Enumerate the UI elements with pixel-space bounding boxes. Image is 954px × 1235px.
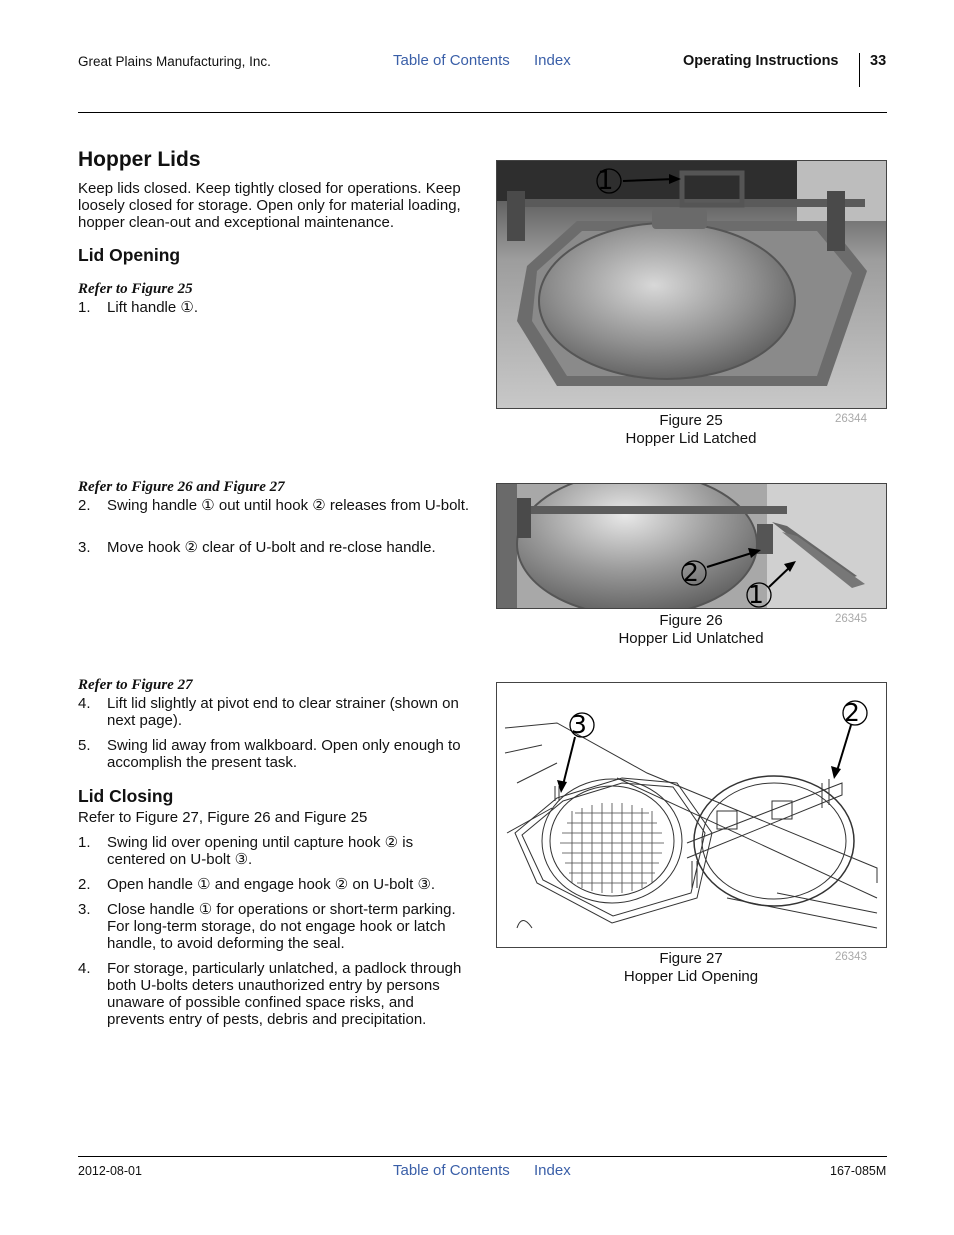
step-text: Lift handle ①. xyxy=(107,299,199,316)
step-number: 4. xyxy=(78,960,91,977)
closing-ref: Refer to Figure 27, Figure 26 and Figure 25 xyxy=(78,809,368,826)
step-number: 5. xyxy=(78,737,91,754)
lid-closing-heading: Lid Closing xyxy=(78,786,174,806)
ref-figure-25: Refer to Figure 25 xyxy=(78,281,193,297)
intro-text: Keep lids closed. Keep tightly closed for operations. Keep loosely closed for storage. Open only for material loading, hopper clean-out and exceptional maintenance. xyxy=(78,180,461,231)
ref-figure-26-27: Refer to Figure 26 and Figure 27 xyxy=(78,479,285,495)
step-number: 3. xyxy=(78,539,91,556)
figure-26-caption xyxy=(596,612,786,647)
step-text: Swing lid over opening until capture hook ② is centered on U-bolt ③. xyxy=(107,834,414,868)
step-text: For storage, particularly unlatched, a padlock through both U-bolts deters unauthorized entry by persons unaware of possible confined space risks, and prevents entry of pests, debris and precipitation. xyxy=(107,960,462,1028)
step-number: 3. xyxy=(78,901,91,918)
footer-index-link[interactable]: Index xyxy=(534,1162,571,1179)
figure-title: Hopper Lid Opening xyxy=(623,967,759,985)
figure-27-number: 26343 xyxy=(835,951,867,963)
footer-date: 2012-08-01 xyxy=(78,1164,142,1178)
step-text: Swing handle ① out until hook ② releases from U-bolt. xyxy=(107,497,470,514)
step-number: 2. xyxy=(78,876,91,893)
figure-27-caption xyxy=(596,950,786,985)
figure-27-drawing xyxy=(496,682,887,948)
callout-2: 2 xyxy=(844,698,860,727)
step-text: Open handle ① and engage hook ② on U-bolt ③. xyxy=(107,876,436,893)
step-text: Lift lid slightly at pivot end to clear strainer (shown on next page). xyxy=(107,695,459,729)
figure-26-photo xyxy=(496,483,887,609)
footer-doc-number: 167-085M xyxy=(830,1164,887,1178)
figure-label: Figure 25 xyxy=(659,412,723,429)
figure-25-number: 26344 xyxy=(835,413,867,425)
callout-3: 3 xyxy=(571,710,587,739)
header-divider xyxy=(859,53,860,87)
figure-25-caption xyxy=(596,412,786,447)
figure-title: Hopper Lid Latched xyxy=(625,429,757,447)
figure-title: Hopper Lid Unlatched xyxy=(618,629,764,647)
figure-26-number: 26345 xyxy=(835,613,867,625)
header-rule xyxy=(78,112,887,113)
step-text: Move hook ② clear of U-bolt and re-close handle. xyxy=(107,539,436,556)
callout-arrow xyxy=(497,161,886,408)
page-number: 33 xyxy=(870,53,887,69)
callout-1: 1 xyxy=(597,166,614,196)
figure-label: Figure 26 xyxy=(659,612,723,629)
step-text: Close handle ① for operations or short-term parking. For long-term storage, do not engage hook or latch handle, to avoid deforming the seal. xyxy=(107,901,456,952)
ref-figure-27: Refer to Figure 27 xyxy=(78,677,193,693)
step-number: 1. xyxy=(78,834,91,851)
footer-rule xyxy=(78,1156,887,1157)
callout-1: 1 xyxy=(748,580,764,609)
callout-arrows xyxy=(497,484,886,608)
step-number: 1. xyxy=(78,299,91,316)
footer-toc-link[interactable]: Table of Contents xyxy=(393,1162,510,1179)
figure-25-photo xyxy=(496,160,887,409)
lid-opening-heading: Lid Opening xyxy=(78,245,181,265)
callout-2: 2 xyxy=(683,558,699,587)
step-number: 2. xyxy=(78,497,91,514)
step-number: 4. xyxy=(78,695,91,712)
header-section: Operating Instructions xyxy=(683,53,839,69)
figure-label: Figure 27 xyxy=(659,950,723,967)
callout-arrows xyxy=(497,683,886,947)
header-index-link[interactable]: Index xyxy=(534,52,571,69)
page-title: Hopper Lids xyxy=(78,148,201,171)
header-company: Great Plains Manufacturing, Inc. xyxy=(78,54,271,69)
header-toc-link[interactable]: Table of Contents xyxy=(393,52,510,69)
step-text: Swing lid away from walkboard. Open only enough to accomplish the present task. xyxy=(107,737,461,771)
